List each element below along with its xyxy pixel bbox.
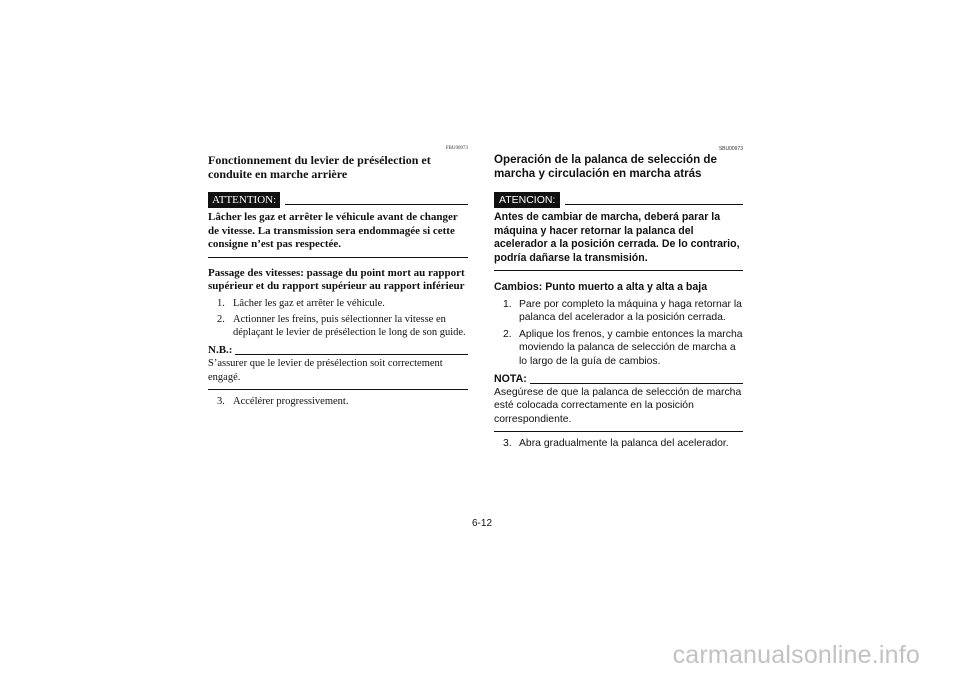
note-label: N.B.: (208, 344, 233, 357)
section-title: Operación de la palanca de selección de marcha y circulación en marcha atrás (494, 153, 717, 180)
note-text: Asegúrese de que la palanca de selección de marcha esté colocada correctamente en la posición correspondiente. (494, 386, 743, 432)
warning-text: Lâcher les gaz et arrêter le véhicule avant de changer de vitesse. La transmission sera endommagée si cette consigne n’est pas respectée. (208, 211, 468, 258)
note-text: S’assurer que le levier de présélection soit correctement engagé. (208, 357, 468, 390)
step-text: Pare por completo la máquina y haga retornar la palanca del acelerador a la posición cerrada. (519, 298, 742, 324)
watermark-text: carmanualsonline.info (672, 641, 920, 669)
step-text: Actionner les freins, puis sélectionner la vitesse en déplaçant le levier de présélection le long de son guide. (233, 313, 466, 339)
step-number: 2. (503, 328, 512, 340)
list-item (494, 298, 743, 325)
section-code: FBU00973 (445, 146, 468, 151)
step-text: Lâcher les gaz et arrêter le véhicule. (233, 297, 385, 309)
warning-header (494, 192, 743, 208)
section-code: SBU00973 (718, 146, 743, 152)
step-number: 1. (503, 298, 512, 310)
warning-text: Antes de cambiar de marcha, deberá parar la máquina y hacer retornar la palanca del acelerador a la posición cerrada. De lo contrario, podría dañarse la transmisión. (494, 211, 743, 271)
list-item (494, 437, 743, 450)
section-title: Fonctionnement du levier de présélection et conduite en marche arrière (208, 153, 431, 181)
subsection-title: Passage des vitesses: passage du point mort au rapport supérieur et du rapport supérieur au rapport inférieur (208, 266, 465, 292)
list-item (208, 313, 468, 340)
note-header (494, 373, 743, 386)
step-text: Accélérer progressivement. (233, 395, 349, 407)
list-item (494, 328, 743, 368)
warning-header (208, 192, 468, 208)
spanish-column (494, 146, 743, 451)
note-rule (235, 354, 468, 355)
list-item (208, 297, 468, 310)
step-number: 3. (217, 395, 225, 407)
subsection-title: Cambios: Punto muerto a alta y alta a baja (494, 281, 708, 294)
note-header (208, 344, 468, 357)
warning-label: ATENCION: (494, 192, 560, 208)
step-text: Abra gradualmente la palanca del acelerador. (519, 438, 729, 450)
step-number: 2. (217, 313, 225, 325)
warning-rule (285, 204, 468, 205)
list-item (208, 395, 468, 408)
warning-label: ATTENTION: (208, 192, 280, 208)
step-text: Aplique los frenos, y cambie entonces la marcha moviendo la palanca de selección de marcha a lo largo de la guía de cambios. (519, 328, 743, 367)
warning-rule (565, 204, 743, 205)
page-number: 6-12 (471, 518, 492, 529)
note-label: NOTA: (494, 372, 527, 385)
french-column (208, 146, 468, 408)
note-rule (530, 383, 743, 384)
step-number: 1. (217, 297, 225, 309)
step-number: 3. (503, 438, 512, 450)
